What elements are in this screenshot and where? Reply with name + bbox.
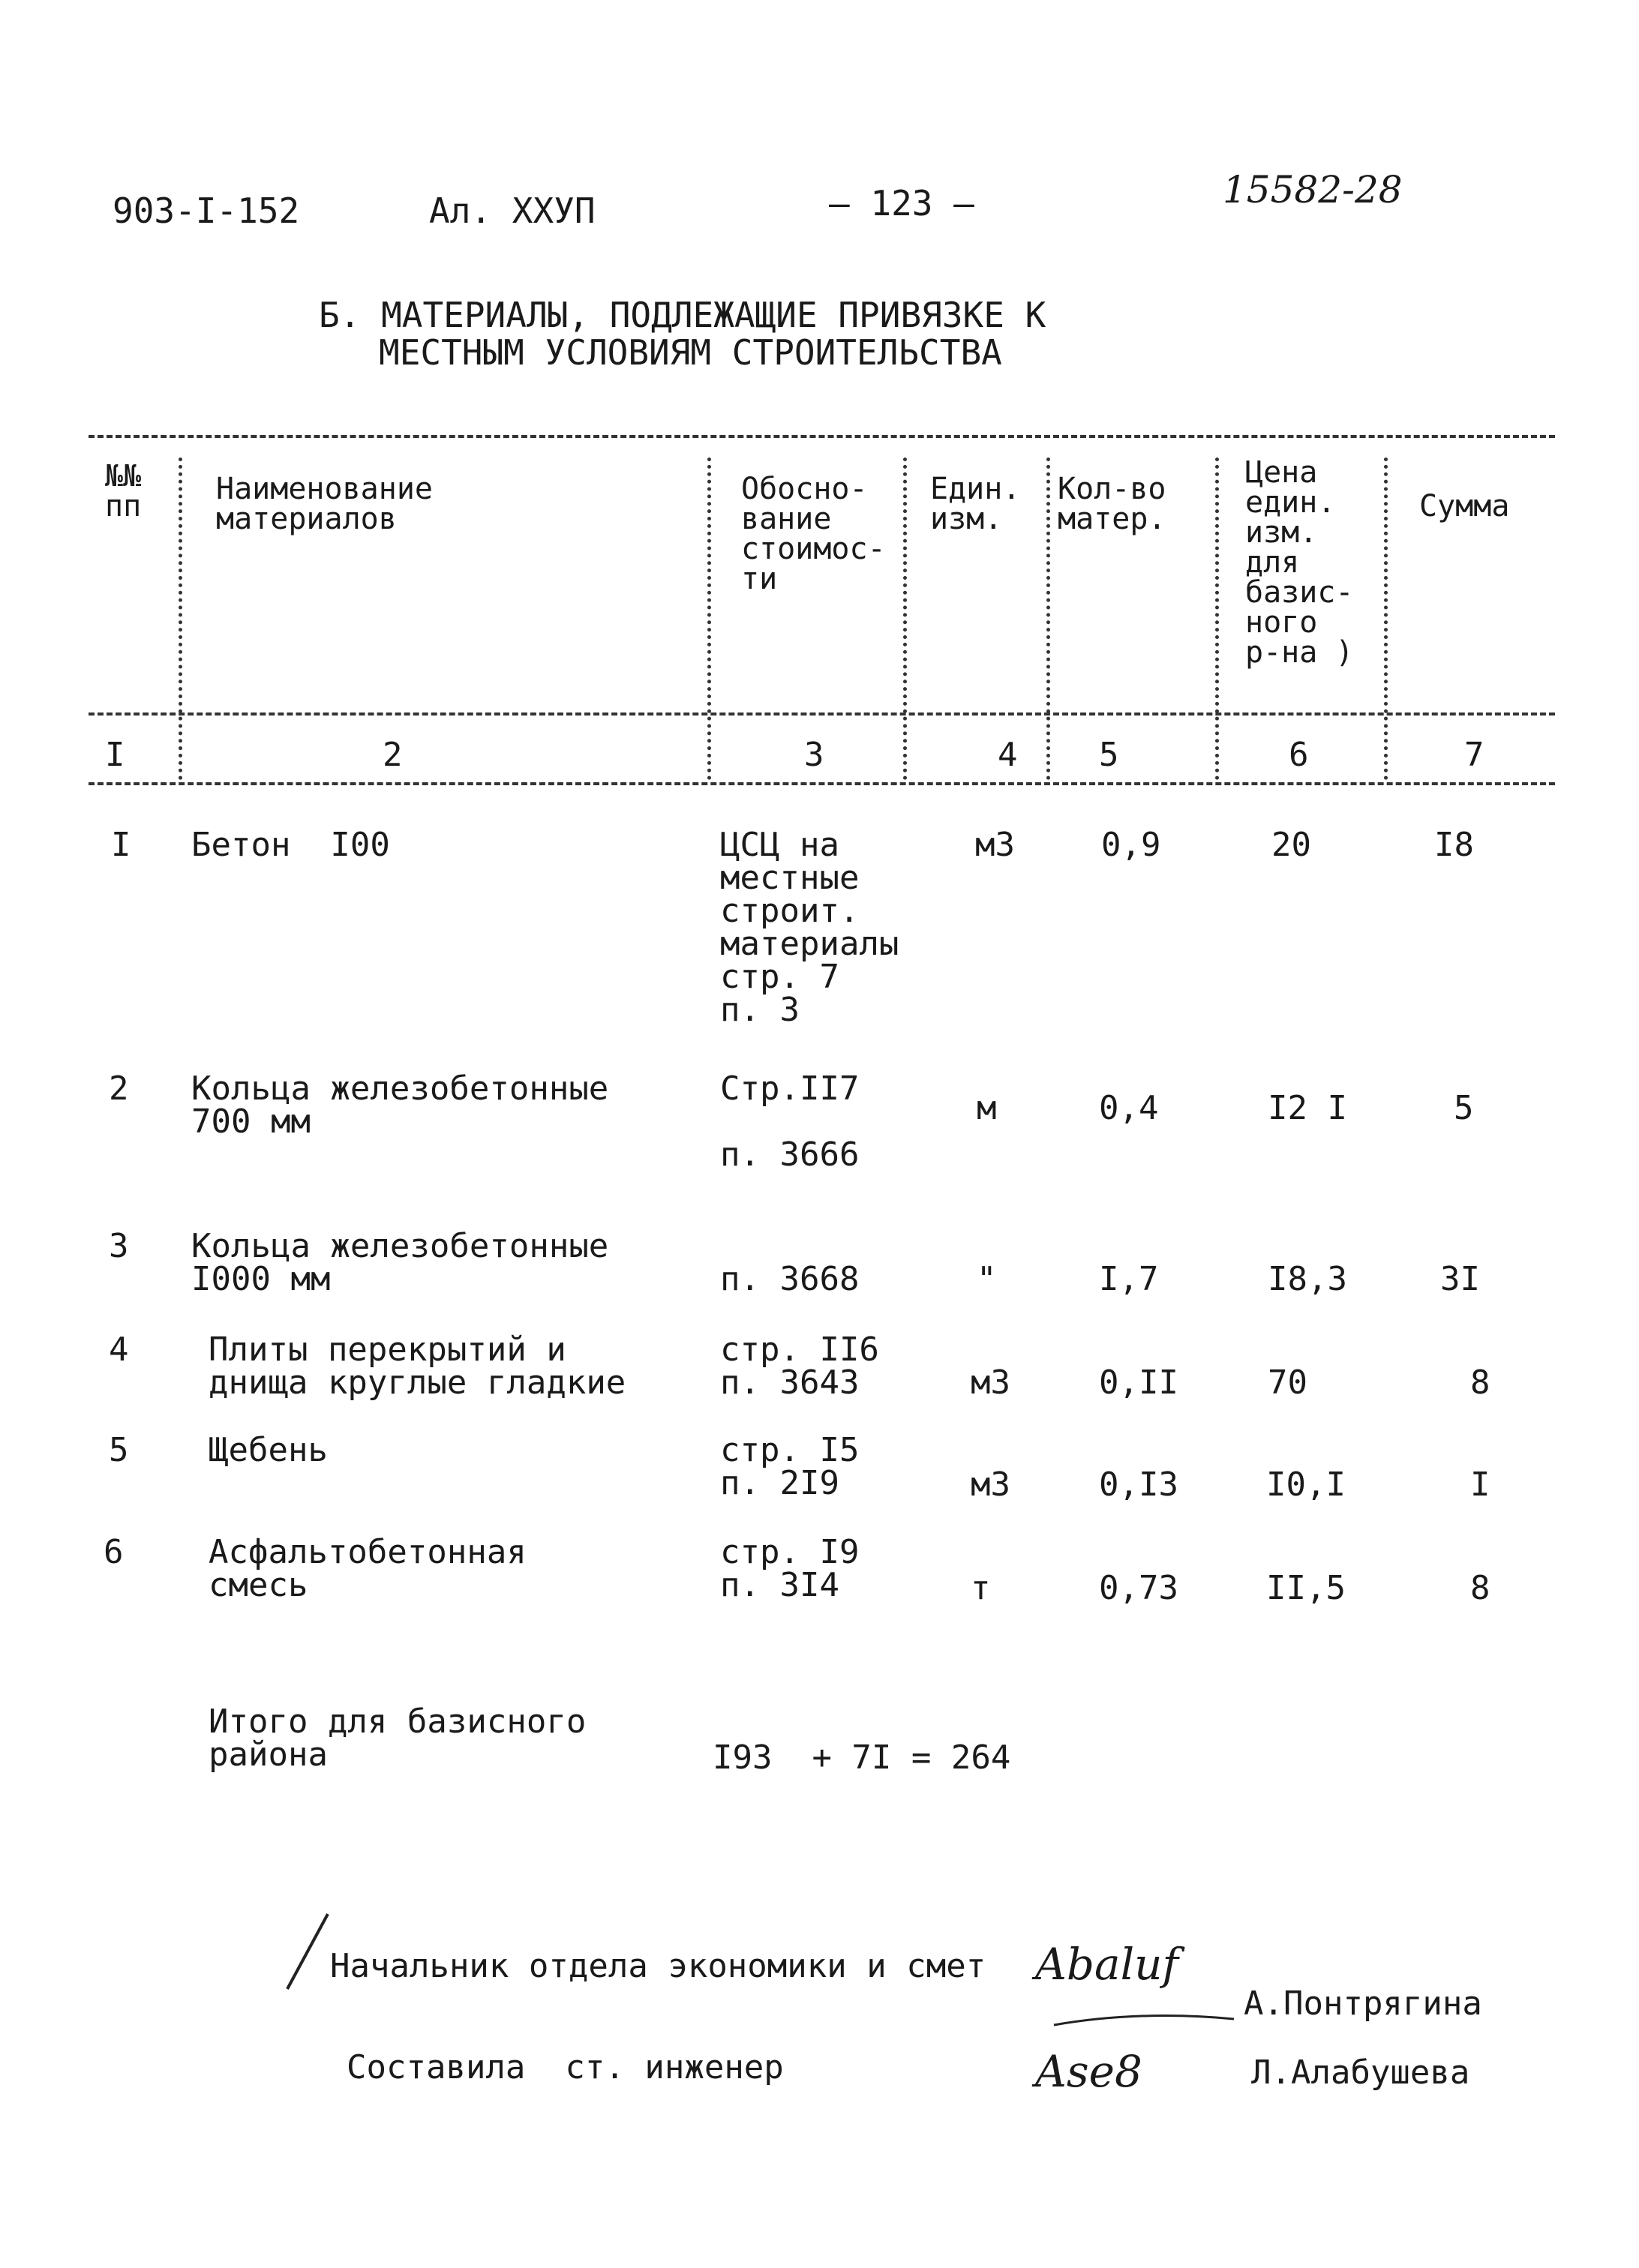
column-header-number: №№ пп: [105, 459, 142, 524]
sum: I: [1470, 1466, 1490, 1504]
cost-basis: стр. I5 п. 2I9: [720, 1431, 860, 1502]
doc-code: 903-I-152: [113, 190, 300, 231]
page-number-value: 123: [870, 183, 933, 224]
unit: м3: [975, 826, 1015, 864]
column-number: I: [105, 736, 125, 774]
cost-basis: стр. II6 п. 3643: [720, 1330, 879, 1402]
unit-price: 70: [1268, 1364, 1307, 1402]
row-number: 4: [109, 1330, 129, 1369]
table-header-rule: [89, 712, 1555, 716]
compiler-title: Составила ст. инженер: [347, 2048, 784, 2086]
total-label: Итого для базисного района: [209, 1702, 587, 1774]
unit-price: II,5: [1266, 1569, 1346, 1607]
row-number: 6: [104, 1533, 124, 1571]
unit-price: 20: [1271, 826, 1311, 864]
column-header-basis: Обосно- вание стоимос- ти: [741, 472, 886, 596]
column-number: 6: [1289, 736, 1309, 774]
page-number: – 123 –: [829, 183, 974, 224]
unit-price: I2 I: [1268, 1089, 1347, 1127]
column-number: 2: [383, 736, 403, 774]
quantity: 0,II: [1099, 1364, 1178, 1402]
table-top-rule: [89, 435, 1555, 438]
compiler-signature: Ase8: [1035, 2046, 1142, 2097]
section-title-line1: Б. МАТЕРИАЛЫ, ПОДЛЕЖАЩИЕ ПРИВЯЗКЕ К: [319, 295, 1046, 335]
column-separator: [707, 458, 711, 780]
column-separator: [1215, 458, 1219, 780]
column-number: 5: [1099, 736, 1119, 774]
material-name: Щебень: [209, 1431, 328, 1469]
material-name: Плиты перекрытий и днища круглые гладкие: [209, 1330, 626, 1402]
cost-basis: п. 3668: [720, 1260, 860, 1298]
material-name: Кольца железобетонные 700 мм: [191, 1070, 609, 1141]
signature-underline-icon: [1050, 2002, 1238, 2032]
column-header-unit-price: Цена един. изм. для базис- ного р-на ): [1245, 455, 1354, 670]
section-title-line2: МЕСТНЫМ УСЛОВИЯМ СТРОИТЕЛЬСТВА: [379, 332, 1002, 373]
head-name: А.Понтрягина: [1244, 1984, 1482, 2023]
head-signature: Abaluf: [1035, 1939, 1178, 1990]
column-header-name: Наименование материалов: [216, 472, 433, 536]
total-value: I93 + 7I = 264: [713, 1738, 1011, 1777]
quantity: 0,I3: [1099, 1466, 1178, 1504]
unit: м3: [971, 1466, 1010, 1504]
quantity: 0,9: [1101, 826, 1161, 864]
material-name: Бетон I00: [191, 826, 390, 864]
column-separator: [903, 458, 907, 780]
slash-mark-icon: [281, 1911, 334, 1994]
sum: I8: [1434, 826, 1474, 864]
cost-basis: Стр.II7 п. 3666: [720, 1070, 860, 1174]
material-name: Асфальтобетонная смесь: [209, 1533, 527, 1604]
unit: ": [977, 1260, 997, 1298]
row-number: I: [111, 826, 131, 864]
table-numbers-rule: [89, 782, 1555, 785]
quantity: I,7: [1099, 1260, 1159, 1298]
row-number: 2: [109, 1070, 129, 1108]
handwritten-code: 15582-28: [1223, 168, 1403, 212]
sum: 5: [1454, 1089, 1474, 1127]
unit: м3: [971, 1364, 1010, 1402]
album-number: Ал. ХХУП: [429, 190, 596, 231]
row-number: 5: [109, 1431, 129, 1469]
column-number: 4: [998, 736, 1018, 774]
column-separator: [1046, 458, 1050, 780]
row-number: 3: [109, 1227, 129, 1265]
quantity: 0,73: [1099, 1569, 1178, 1607]
quantity: 0,4: [1099, 1089, 1159, 1127]
column-header-quantity: Кол-во матер.: [1058, 472, 1166, 536]
cost-basis: ЦСЦ на местные строит. материалы стр. 7 п. 3: [720, 826, 899, 1029]
column-separator: [1384, 458, 1388, 780]
unit-price: I0,I: [1266, 1466, 1346, 1504]
sum: 8: [1470, 1364, 1490, 1402]
head-title: Начальник отдела экономики и смет: [330, 1947, 986, 1985]
sum: 8: [1470, 1569, 1490, 1607]
unit: т: [971, 1569, 991, 1607]
unit: м: [977, 1089, 997, 1127]
column-header-sum: Сумма: [1419, 489, 1510, 524]
cost-basis: стр. I9 п. 3I4: [720, 1533, 860, 1604]
sum: 3I: [1440, 1260, 1480, 1298]
compiler-name: Л.Алабушева: [1251, 2054, 1470, 2092]
material-name: Кольца железобетонные I000 мм: [191, 1227, 609, 1298]
column-number: 7: [1464, 736, 1484, 774]
unit-price: I8,3: [1268, 1260, 1347, 1298]
column-separator: [179, 458, 182, 780]
column-header-unit: Един. изм.: [930, 472, 1021, 536]
column-number: 3: [804, 736, 824, 774]
